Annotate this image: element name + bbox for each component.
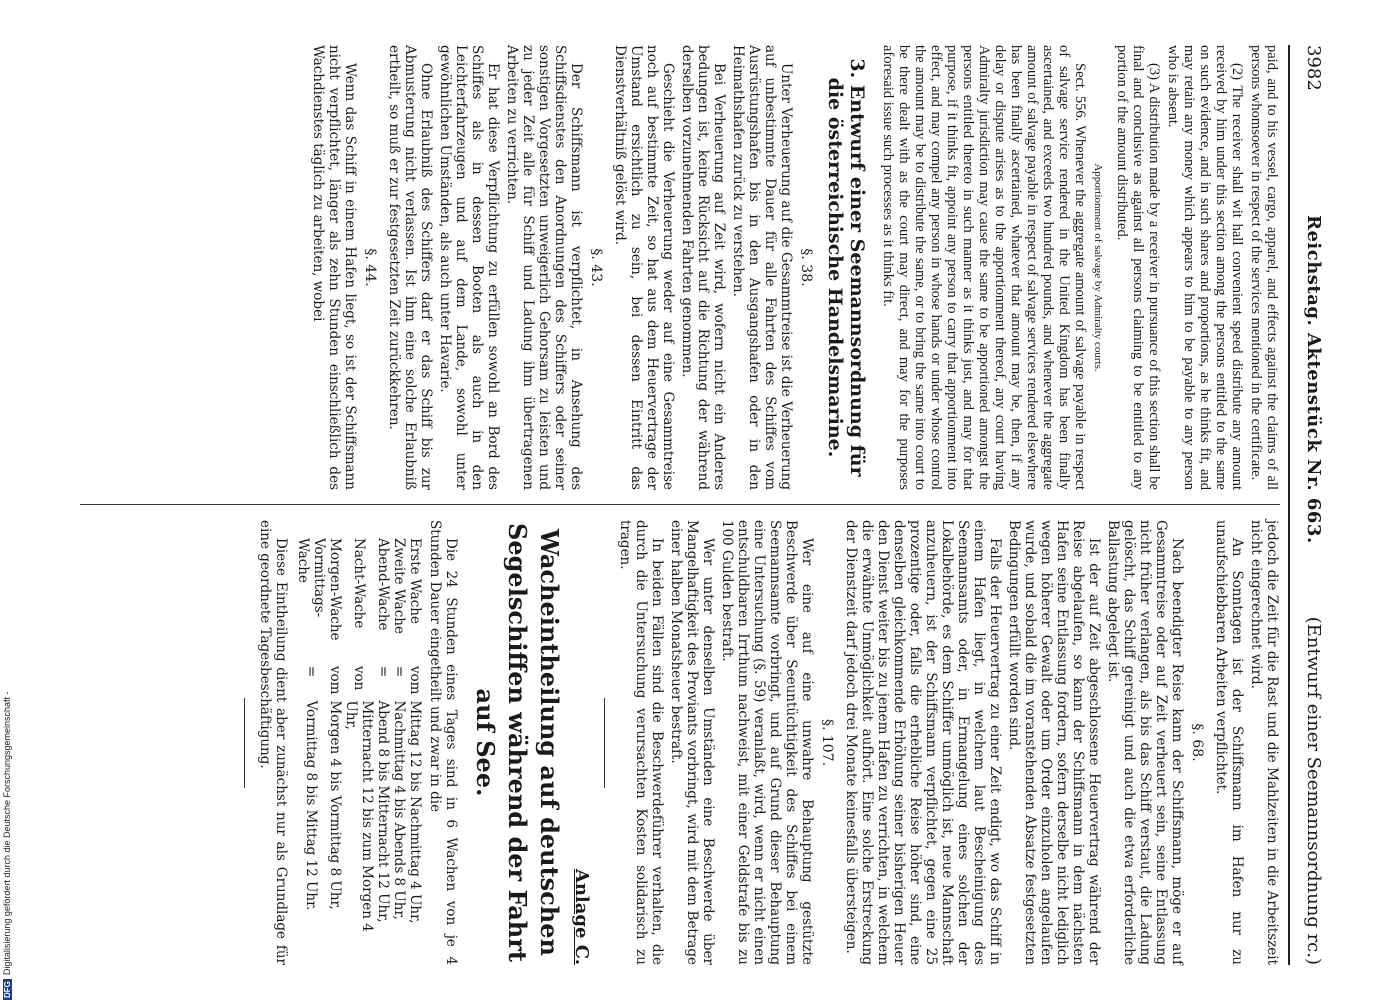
paragraph: Der Schiffsmann ist verpflichtet, in Ansehung des Schiffsdienstes den Anordnungen des Schiffers oder seiner sonstigen Vorgesetzten unweigerlich Gehorsam zu leisten und zu jeder Zeit alle für Schiff und Ladung ihm übertragenen Arbeiten zu verrichten. [504, 45, 584, 490]
rotated-page [40, 45, 1330, 965]
watch-prep: von [351, 665, 367, 691]
paragraph-heading: §. 107. [819, 718, 835, 767]
watch-prep: = [375, 665, 391, 678]
paragraph: Falls der Heuervertrag zu einer Zeit endigt, wo das Schiff in einem Hafen liegt, in welchem laut Bescheinigung des Seemannsamts oder, in Ermangelung eines solchen der Lokalbehörde, es dem Schiffer unmöglich ist, neue Mannschaft anzuheuern, ist der Schiffsmann verpflichtet, gegen eine 25 prozentige oder, falls die erhebliche Reise höher sind, eine denselben gleichkommende Erhöhung seiner bisherigen Heuer den Dienst weiter bis zu jenem Hafen zu verrichten, in welchem die erwähnte Unmöglichkeit aufhört. Eine solche Erstreckung der Dienstzeit darf jedoch drei Monate keinesfalls übersteigen. [843, 520, 1003, 965]
paragraph-heading: §. 68. [1189, 723, 1205, 762]
right-column [40, 520, 1280, 965]
paragraph: Geschieht die Verheuerung weder auf eine Gesammtreise noch auf bestimmte Zeit, so hat aus dem Heuervertrage der Umstand ersichtlich zu sein, bei dessen Eintritt das Dienstverhältniß gelöst wird. [612, 45, 676, 490]
paragraph: (2) The receiver shall wit hall convenient speed distribute any amount received by him under this section among the persons entitled to the same on such evidence, and in such shares and proportions, as he thinks fit, and may retain any money which appears to him to be payable to any person who is absent. [1165, 45, 1245, 490]
sidenote: Apportionment of salvage by Admiralty courts. [1092, 163, 1104, 372]
watch-row [391, 538, 407, 965]
appendix-title: Wacheintheilung auf deutschen Segelschiffen während der Fahrt auf See. [471, 523, 564, 962]
paragraph: Sect. 556. Whenever the aggregate amount of salvage payable in respect of salvage service rendered in the United Kingdom has been finally ascertained, and exceeds two hundred pounds, and whenever the aggregate amount of salvage payable in respect of salvage services rendered elsewhere has been finally ascertained, whatever that amount may be, then, if any delay or dispute arises as to the apportionment thereof, any court having Admiralty jurisdiction may cause the same to be apportioned amongst the persons entitled thereto in such manner as it thinks just, and may for that purpose, if it thinks fit, appoint any person to carry that apportionment into effect, and may compel any person in whose hands or under whose control the amount may be to distribute the same, or to bring the same into court to be there dealt with as the court may direct, and may for the purposes aforesaid issue such processes as it thinks fit. [880, 45, 1088, 490]
watch-prep: = [303, 665, 319, 678]
paragraph: Bei Verheuerung auf Zeit wird, wofern nicht ein Anderes bedungen ist, keine Rücksicht auf die Richtung der während derselben vorzunehmenden Fahrten genommen. [679, 45, 727, 490]
section-title: 3. Entwurf einer Seemannsordnung für die österreichische Handelsmarine. [824, 58, 868, 477]
watch-name: Abend-Wache [375, 538, 391, 631]
paragraph: Diese Eintheilung dient aber zunächst nur als Grundlage für eine geordnete Tagesbeschäftigung. [257, 520, 289, 965]
watch-time: Vormittag 8 bis Mittag 12 Uhr. [303, 700, 319, 911]
dfg-logo: DFG [2, 981, 12, 998]
running-head [1288, 45, 1330, 965]
paragraph: Ist der auf Zeit abgeschlossene Heuervertrag während der Reise abgelaufen, so kann der Schiffsmann in dem nächsten Hafen seine Entlassung fordern, sofern derselbe nicht lediglich wegen höherer Gewalt oder um Order einzuholen angelaufen wurde, und sobald die im voranstehenden Absatze festgesetzten Bedingungen erfüllt worden sind. [1006, 520, 1102, 965]
watch-time: Abend 8 bis Mitternacht 12 Uhr, [375, 700, 391, 923]
watch-time: Nachmittag 4 bis Abends 8 Uhr, [391, 700, 407, 920]
paragraph: Wer eine auf eine unwahre Behauptung gestützte Beschwerde über Seeuntüchtigkeit des Schiffes bei einem Seemannsamte vorbringt, und auf Grund dieser Behauptung eine Untersuchung (§. 59) veranlaßt, wird, wenn er nicht einen entschuldbaren Irrthum nachweist, mit einer Geldstrafe bis zu 100 Gulden bestraft. [719, 520, 815, 965]
paragraph: An Sonntagen ist der Schiffsmann im Hafen nur zu unaufschiebbaren Arbeiten verpflichtet. [1213, 520, 1245, 965]
watch-prep: = [391, 665, 407, 678]
watch-prep: vom [327, 665, 343, 695]
watch-name: Vormittags-Wache [295, 538, 327, 618]
watch-time: Mittag 12 bis Nachmittag 4 Uhr, [407, 700, 423, 924]
paragraph: In beiden Fällen sind die Beschwerdeführer verhalten, die durch die Untersuchung verursachten Kosten solidarisch zu tragen. [617, 520, 665, 965]
watch-row [407, 538, 423, 965]
paragraph: Unter Verheuerung auf die Gesammtreise ist die Verheuerung auf unbestimmte Dauer für alle Fahrten des Schiffes vom Ausrüstungshafen bis in den Ausgangshafen oder in den Heimathshafen zurück zu verstehen. [730, 45, 794, 490]
watch-name: Zweite Wache [391, 538, 407, 634]
watch-name: Morgen-Wache [327, 538, 343, 641]
appendix-label: Anlage C. [571, 868, 592, 965]
paragraph: Nach beendigter Reise kann der Schiffsmann, möge er auf Gesammtreise oder auf Zeit verheuert sein, seine Entlassung nicht früher verlangen, als bis das Schiff verstaut, die Ladung gelöscht, das Schiff gereinigt und auch die etwa erforderliche Ballastung abgelegt ist. [1105, 520, 1185, 965]
watch-time: Mitternacht 12 bis zum Morgen 4 Uhr, [343, 700, 375, 932]
paragraph-heading: §. 43. [588, 248, 604, 287]
watch-name: Nacht-Wache [351, 538, 367, 629]
page-title: Reichstag. Aktenstück Nr. 663. [1303, 215, 1324, 544]
watch-row [343, 538, 375, 965]
paragraph: jedoch die Zeit für die Rast und die Mahlzeiten in die Arbeitszeit nicht eingerechnet wird. [1248, 520, 1280, 965]
paragraph: Wer unter denselben Umständen eine Beschwerde über Mangelhaftigkeit des Proviants vorbringt, wird mit dem Betrage einer halben Monatsheuer bestraft. [668, 520, 716, 965]
watch-row [295, 538, 327, 965]
divider [604, 698, 605, 788]
footer-text: Digitalisierung gefördert durch die Deutsche Forschungsgemeinschaft - [2, 691, 12, 976]
column-divider [80, 504, 1280, 505]
paragraph-heading: §. 44. [362, 248, 378, 287]
paragraph: Er hat diese Verpflichtung zu erfüllen sowohl an Bord des Schiffes als in dessen Booten als auch in den Leichterfahrzeugen und auf dem Lande, sowohl unter gewöhnlichen Umständen, als auch unter Havarie. [437, 45, 501, 490]
paragraph: paid, and to his vessel, cargo, apparel, and effects against the claims of all persons whomsoever in respect of the services mentioned in the certificate. [1248, 45, 1280, 490]
page-number: 3982 [1303, 45, 1324, 91]
watch-table [295, 538, 423, 965]
paragraph: Die 24 Stunden eines Tages sind in 6 Wachen von je 4 Stunden Dauer eingetheilt und zwar in die [427, 520, 459, 965]
watch-row [327, 538, 343, 965]
footer [0, 0, 14, 1000]
running-head-right: (Entwurf einer Seemannsordnung rc.) [1303, 616, 1324, 965]
left-column [40, 45, 1280, 490]
paragraph: (3) A distribution made by a receiver in pursuance of this section shall be final and conclusive as against all persons claiming to be entitled to any portion of the amount distributed. [1114, 45, 1162, 490]
paragraph: Wenn das Schiff in einem Hafen liegt, so ist der Schiffsmann nicht verpflichtet, länger als zehn Stunden einschließlich des Wachdienstes täglich zu arbeiten, wobei [310, 45, 358, 490]
watch-prep: vom [407, 665, 423, 695]
watch-row [375, 538, 391, 965]
divider [244, 698, 245, 788]
paragraph-heading: §. 38. [798, 248, 814, 287]
watch-time: Morgen 4 bis Vormittag 8 Uhr, [327, 700, 343, 910]
paragraph: Ohne Erlaubniß des Schiffers darf er das Schiff bis zur Abmusterung nicht verlassen. Ist ihm eine solche Erlaubniß ertheilt, so muß er zur festgesetzten Zeit zurückkehren. [386, 45, 434, 490]
watch-name: Erste Wache [407, 538, 423, 624]
